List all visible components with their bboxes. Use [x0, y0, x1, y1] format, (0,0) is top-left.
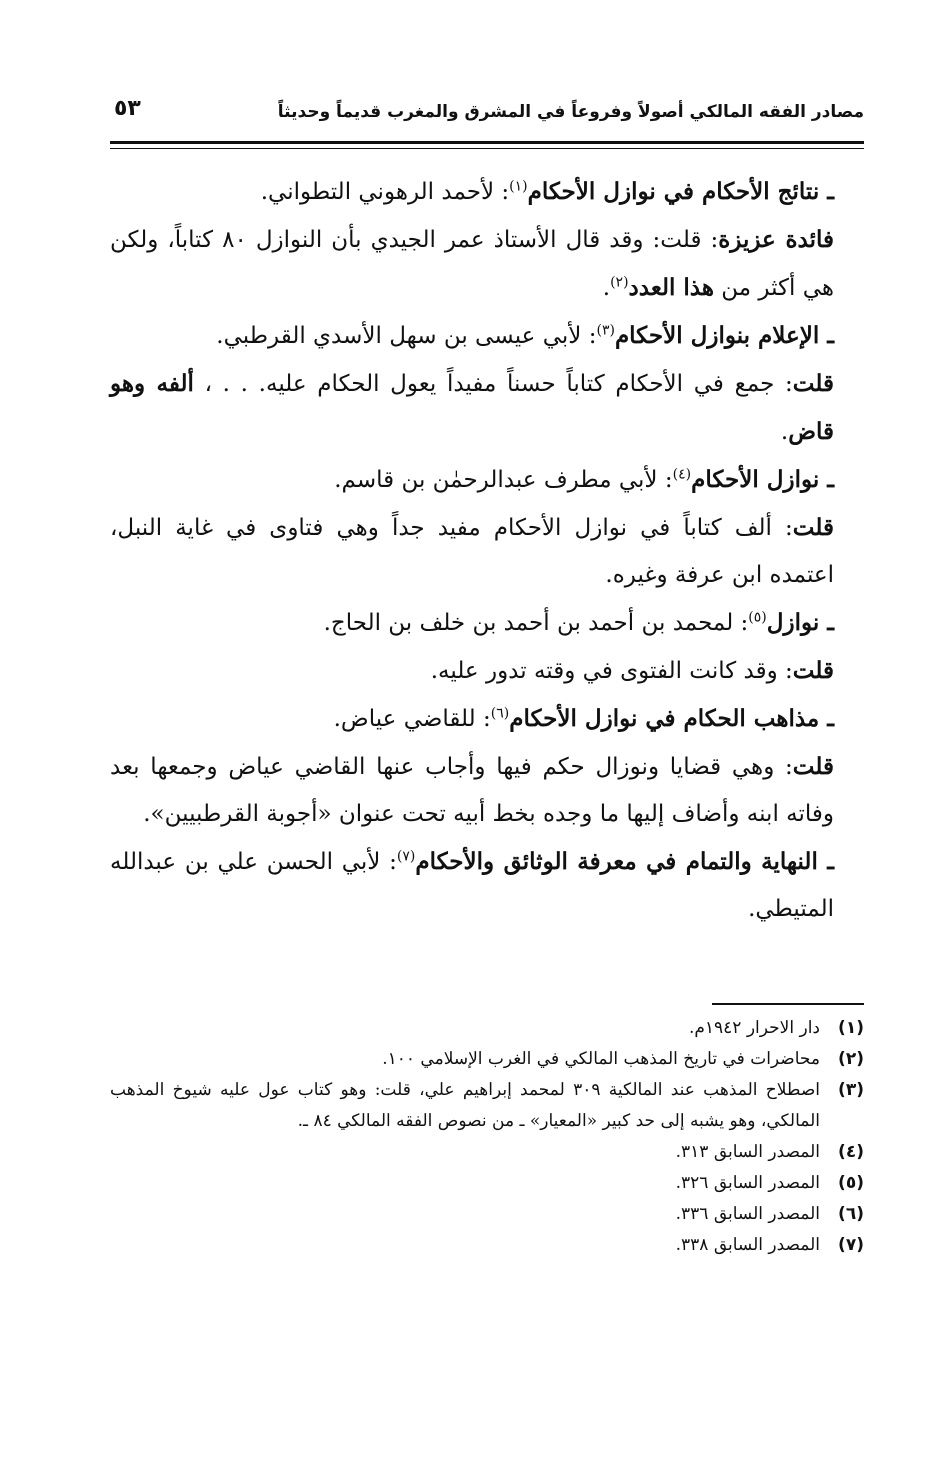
book-title: ـ النهاية والتمام في معرفة الوثائق والأحكام [415, 848, 835, 875]
footnote-text: المصدر السابق ٣١٣. [675, 1142, 820, 1162]
lead-word: قلت [792, 657, 834, 684]
footnote-text: دار الاحرار ١٩٤٢م. [688, 1018, 820, 1038]
footnote-marker: (١) [509, 178, 528, 195]
book-title: ـ نوازل الأحكام [691, 466, 834, 493]
footnote-7 [110, 1230, 864, 1261]
paragraph-text: : لأبي عيسى بن سهل الأسدي القرطبي. [216, 323, 597, 349]
paragraph-6 [110, 504, 864, 599]
paragraph-7 [110, 599, 864, 647]
footnote-number: (٢) [838, 1049, 864, 1069]
page-number: ٥٣ [114, 96, 141, 121]
paragraph-text: : قلت: وقد قال الأستاذ عمر الجيدي بأن النوازل ٨٠ كتاباً، ولكن هي أكثر من [110, 227, 834, 301]
footnote-number: (١) [838, 1018, 864, 1038]
footnote-number: (٧) [838, 1235, 864, 1255]
paragraph-text: : وهي قضايا ونوزال حكم فيها وأجاب عنها القاضي عياض وجمعها بعد وفاته ابنه وأضاف إليها ما وجده بخط أبيه تحت عنوان «أجوبة القرطبيين». [110, 754, 834, 827]
paragraph-4 [110, 360, 864, 456]
footnote-number: (٦) [838, 1204, 864, 1224]
bold-phrase: هذا العدد [628, 274, 714, 301]
footnote-3 [110, 1075, 864, 1137]
footnote-6 [110, 1199, 864, 1230]
footnote-number: (٥) [838, 1173, 864, 1193]
footnote-number: (٤) [838, 1142, 864, 1162]
paragraph-2 [110, 216, 864, 312]
paragraph-1 [110, 168, 864, 216]
footnote-marker: (٢) [610, 274, 629, 291]
footnote-text: المصدر السابق ٣٣٨. [675, 1235, 820, 1255]
paragraph-text: : لأحمد الرهوني التطواني. [260, 179, 510, 205]
paragraph-text: : لمحمد بن أحمد بن أحمد بن خلف بن الحاج. [323, 610, 749, 636]
footnote-marker: (٥) [748, 609, 767, 626]
paragraph-8 [110, 647, 864, 695]
book-title: ـ الإعلام بنوازل الأحكام [614, 322, 834, 349]
header-rule-thin [110, 148, 864, 149]
footnotes [110, 1013, 864, 1261]
footnote-2 [110, 1044, 864, 1075]
paragraph-end: . [780, 419, 789, 445]
paragraph-11 [110, 838, 864, 933]
paragraph-3 [110, 312, 864, 360]
lead-word: قلت [792, 370, 834, 397]
footnote-marker: (٧) [396, 848, 416, 865]
footnote-4 [110, 1137, 864, 1168]
book-title: ـ نتائج الأحكام في نوازل الأحكام [527, 178, 834, 205]
paragraph-text: : وقد كانت الفتوى في وقته تدور عليه. [430, 658, 793, 684]
lead-word: فائدة عزيزة [718, 226, 834, 253]
paragraph-text: : للقاضي عياض. [333, 706, 491, 732]
book-title: ـ مذاهب الحكام في نوازل الأحكام [509, 705, 834, 732]
footnote-text: المصدر السابق ٣٢٦. [675, 1173, 820, 1193]
footnote-marker: (٤) [672, 466, 692, 483]
book-title: ـ نوازل [766, 609, 834, 636]
paragraph-9 [110, 695, 864, 743]
footnote-number: (٣) [838, 1080, 864, 1100]
footnote-marker: (٣) [596, 322, 615, 339]
footnote-text: اصطلاح المذهب عند المالكية ٣٠٩ لمحمد إبراهيم علي، قلت: وهو كتاب عول عليه شيوخ المذهب المالكي، وهو يشبه إلى حد كبير «المعيار» ـ من نصوص الفقه المالكي ٨٤ ـ. [110, 1080, 820, 1131]
footnote-5 [110, 1168, 864, 1199]
lead-word: قلت [792, 753, 834, 780]
paragraph-text: : ألف كتاباً في نوازل الأحكام مفيد جداً وهي فتاوى في غاية النبل، اعتمده ابن عرفة وغيره. [110, 515, 834, 588]
footnote-marker: (٦) [490, 705, 510, 722]
footnote-1 [110, 1013, 864, 1044]
footnote-text: محاضرات في تاريخ المذهب المالكي في الغرب الإسلامي ١٠٠. [382, 1049, 820, 1069]
header-rule-thick [110, 141, 864, 144]
footnote-separator [712, 1003, 864, 1005]
paragraph-5 [110, 456, 864, 504]
paragraph-text: : لأبي مطرف عبدالرحمٰن بن قاسم. [334, 467, 673, 493]
footnote-text: المصدر السابق ٣٣٦. [675, 1204, 820, 1224]
paragraph-text: : لأبي الحسن علي بن عبدالله المتيطي. [110, 849, 834, 922]
bold-phrase: ألفه وهو قاض [110, 370, 834, 445]
running-header [110, 94, 864, 138]
paragraph-10 [110, 743, 864, 838]
paragraph-end: . [602, 275, 611, 301]
running-title: مصادر الفقه المالكي أصولاً وفروعاً في المشرق والمغرب قديماً وحديثاً [277, 102, 864, 122]
lead-word: قلت [792, 514, 834, 541]
main-text [110, 168, 864, 933]
paragraph-text: : جمع في الأحكام كتاباً حسناً مفيداً يعول الحكام عليه. . . ، [193, 371, 793, 397]
